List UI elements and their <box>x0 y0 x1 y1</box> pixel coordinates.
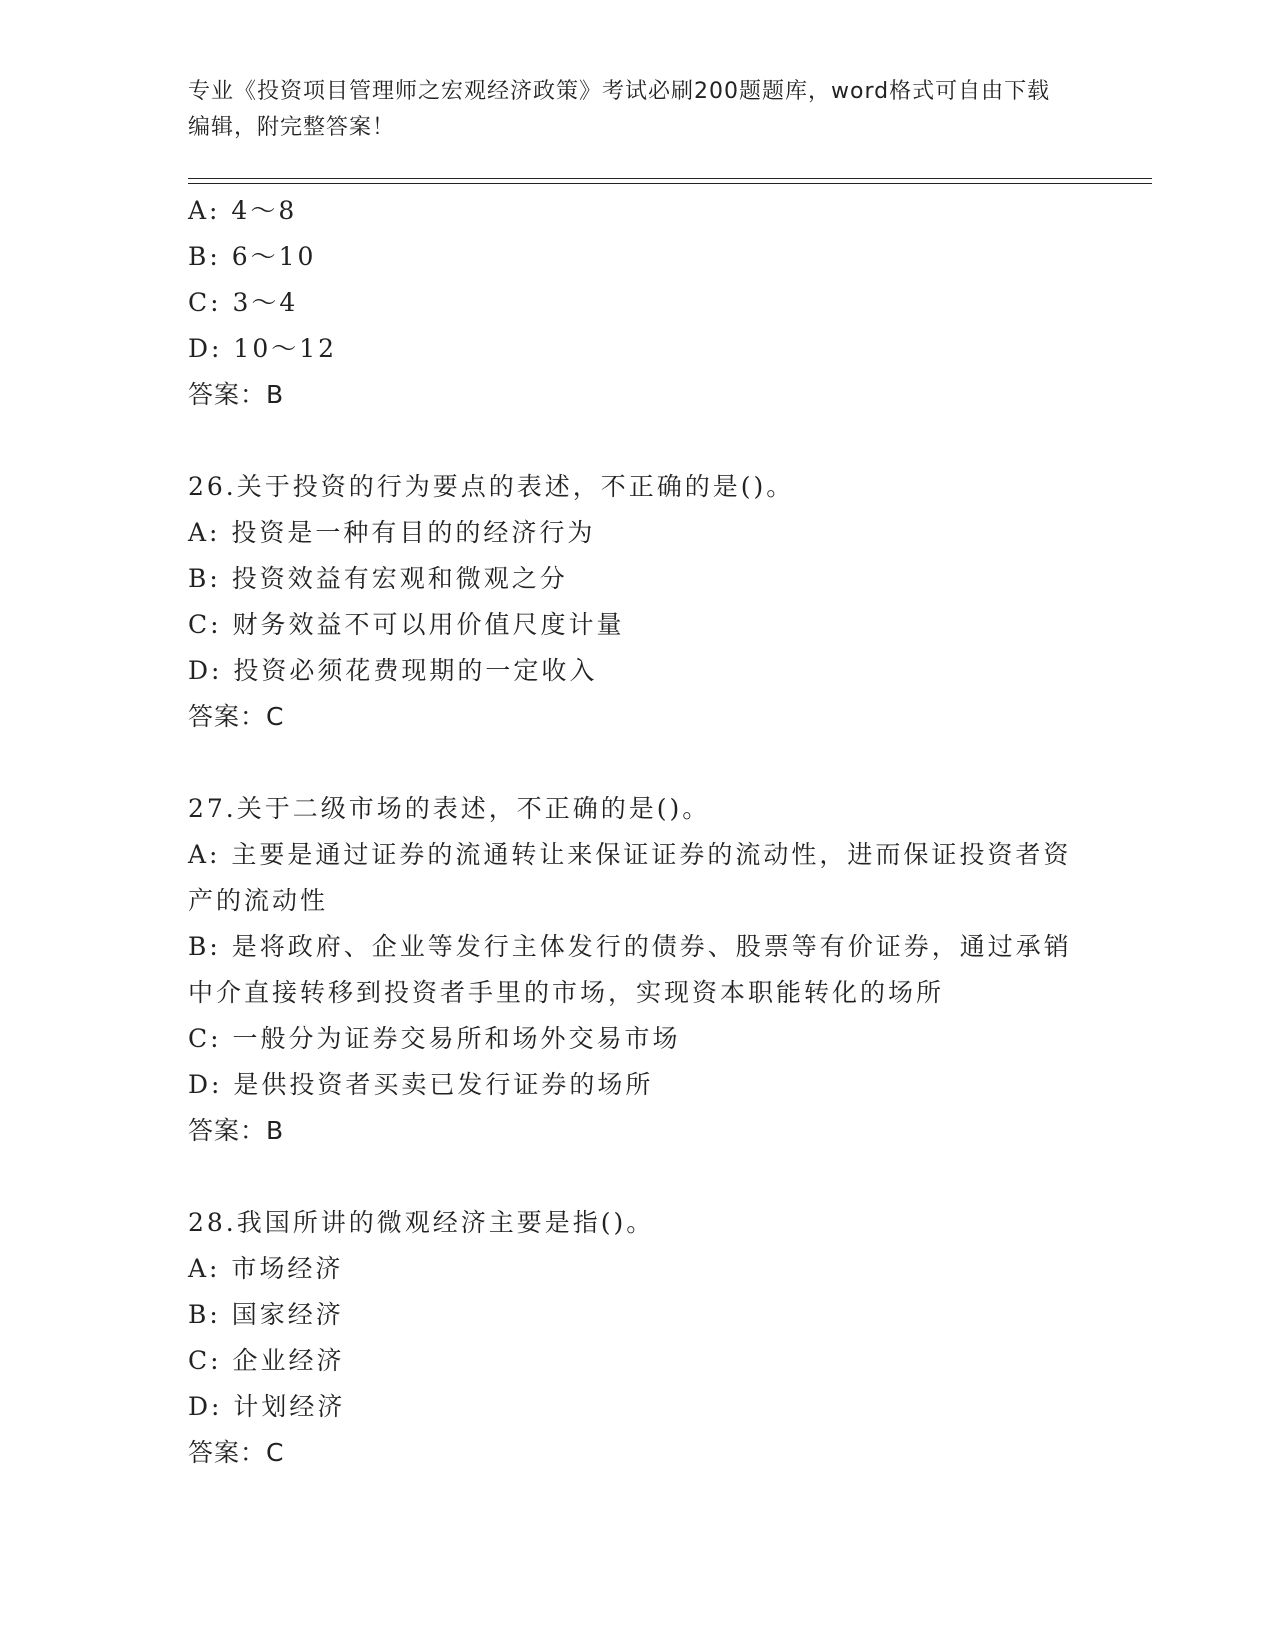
option-b: B: 投资效益有宏观和微观之分 <box>188 564 568 593</box>
question-28 <box>188 1200 1088 1476</box>
option-d: D: 10～12 <box>188 334 338 363</box>
question-26 <box>188 464 1088 740</box>
question-stem: 28.我国所讲的微观经济主要是指()。 <box>188 1208 655 1237</box>
option-c: C: 财务效益不可以用价值尺度计量 <box>188 610 625 639</box>
answer-line: 答案：C <box>188 1438 285 1467</box>
option-a: A: 主要是通过证券的流通转让来保证证券的流动性，进而保证投资者资产的流动性 <box>188 840 1072 915</box>
document-header: 专业《投资项目管理师之宏观经济政策》考试必刷200题题库，word格式可自由下载编辑，附完整答案！ <box>188 79 1051 140</box>
option-d: D: 投资必须花费现期的一定收入 <box>188 656 598 685</box>
option-b: B: 国家经济 <box>188 1300 344 1329</box>
question-stem: 27.关于二级市场的表述，不正确的是()。 <box>188 794 711 823</box>
answer-line: 答案：C <box>188 702 285 731</box>
option-c: C: 一般分为证券交易所和场外交易市场 <box>188 1024 681 1053</box>
question-stem: 26.关于投资的行为要点的表述，不正确的是()。 <box>188 472 795 501</box>
option-c: C: 3～4 <box>188 288 299 317</box>
previous-question-block <box>188 188 1088 418</box>
question-list <box>188 188 1088 1476</box>
answer-line: 答案：B <box>188 380 285 409</box>
option-d: D: 计划经济 <box>188 1392 346 1421</box>
option-c: C: 企业经济 <box>188 1346 345 1375</box>
option-a: A: 投资是一种有目的的经济行为 <box>188 518 596 547</box>
option-b: B: 6～10 <box>188 242 317 271</box>
question-27 <box>188 786 1088 1154</box>
answer-line: 答案：B <box>188 1116 285 1145</box>
header-rule-top <box>188 178 1152 179</box>
option-b: B: 是将政府、企业等发行主体发行的债券、股票等有价证券，通过承销中介直接转移到投资者手里的市场，实现资本职能转化的场所 <box>188 932 1072 1007</box>
header-rule-bottom <box>188 183 1152 184</box>
option-d: D: 是供投资者买卖已发行证券的场所 <box>188 1070 654 1099</box>
option-a: A: 市场经济 <box>188 1254 344 1283</box>
option-a: A: 4～8 <box>188 196 298 225</box>
